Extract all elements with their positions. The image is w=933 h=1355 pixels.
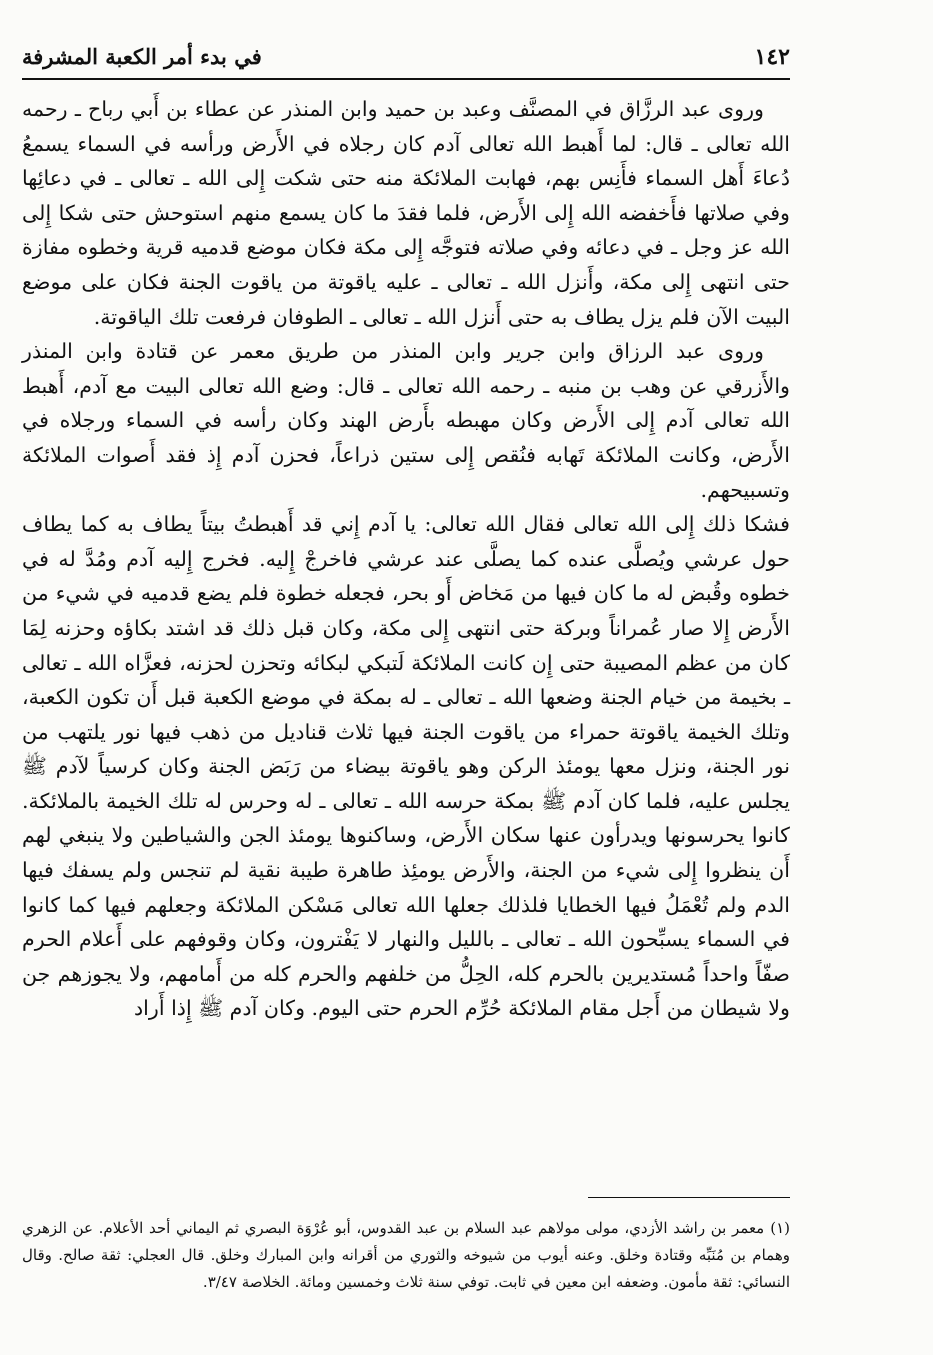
paragraph: وروى عبد الرزاق وابن جرير وابن المنذر من طريق معمر عن قتادة وابن المنذر والأَزرقي عن وهب بن منبه ـ رحمه الله تعالى ـ قال: وضع الله تعالى البيت مع آدم، أَهبط الله تعالى آدم إِلى الأَرض وكان مهبطه بأَرض الهند وكان رأسه في السماء ورجلاه في الأَرض، وكانت الملائكة تَهابه فنُقص إِلى ستين ذراعاً، فحزن آدم إِذ فقد أَصوات الملائكة وتسبيحهم.	[22, 339, 790, 502]
book-page	[22, 0, 790, 1355]
paragraph: وروى عبد الرزَّاق في المصنَّف وعبد بن حميد وابن المنذر عن عطاء بن أَبي رباح ـ رحمه الله تعالى ـ قال: لما أَهبط الله تعالى آدم كان رجلاه في الأَرض ورأسه في السماء يسمعُ دُعاءَ أَهل السماء فأَنِس بهم، فهابت الملائكة منه حتى شكت إِلى الله ـ تعالى ـ في دعائِها وفي صلاتها فأَخفضه الله إِلى الأَرض، فلما فقدَ ما كان يسمع منهم استوحش حتى شكا إِلى الله عز وجل ـ في دعائه وفي صلاته فتوجَّه إِلى مكة فكان موضع قدميه قرية وخطوه مفازة حتى انتهى إِلى مكة، وأَنزل الله ـ تعالى ـ عليه ياقوتة من ياقوت الجنة فكان على موضع البيت الآن فلم يزل يطاف به حتى أَنزل الله ـ تعالى ـ الطوفان فرفعت تلك الياقوتة.	[22, 97, 790, 329]
footnote-marker: (١)	[770, 1219, 790, 1237]
footnote-text: معمر بن راشد الأزدي، مولى مولاهم عبد السلام بن عبد القدوس، أبو عُرْوَة البصري ثم اليماني أحد الأعلام. عن الزهري وهمام بن مُنَبِّه وقتادة وخلق. وعنه أيوب من شيوخه والثوري من أقرانه وابن المبارك وخلق. قال العجلي: ثقة صالح. وقال النسائي: ثقة مأمون. وضعفه ابن معين في ثابت. توفي سنة ثلاث وخمسين ومائة. الخلاصة ٣/٤٧.	[22, 1219, 790, 1291]
paragraph: فشكا ذلك إِلى الله تعالى فقال الله تعالى: يا آدم إِني قد أَهبطتُ بيتاً يطاف به كما يطاف حول عرشي ويُصلَّى عنده كما يصلَّى عند عرشي فاخرجْ إِليه. فخرج إِليه آدم ومُدَّ له في خطوه وقُبض له ما كان فيها من مَخاض أَو بحر، فجعله خطوة فلم يضع قدميه في شيء من الأَرض إِلا صار عُمراناً وبركة حتى انتهى إِلى مكة، وكان قبل ذلك قد اشتد بكاؤه وحزنه لِمَا كان من عظم المصيبة حتى إِن كانت الملائكة لَتبكي لبكائه وتحزن لحزنه، فعزَّاه الله ـ تعالى ـ بخيمة من خيام الجنة وضعها الله ـ تعالى ـ له بمكة في موضع الكعبة قبل أَن تكون الكعبة، وتلك الخيمة ياقوتة حمراء من ياقوت الجنة فيها ثلاث قناديل من ذهب فيها نور يلتهب من نور الجنة، ونزل معها يومئذ الركن وهو ياقوتة بيضاء من رَبَض الجنة وكان كرسياً لآدم ﷺ يجلس عليه، فلما كان آدم ﷺ بمكة حرسه الله ـ تعالى ـ له وحرس له تلك الخيمة بالملائكة. كانوا يحرسونها ويدرأون عنها سكان الأَرض، وساكنوها يومئذ الجن والشياطين ولا ينبغي لهم أَن ينظروا إِلى شيء من الجنة، والأَرض يومئِذ طاهرة طيبة نقية لم تنجس ولم يسفك فيها الدم ولم تُعْمَلُ فيها الخطايا فلذلك جعلها الله تعالى مَسْكن الملائكة وجعلهم فيها كما كانوا في السماء يسبِّحون الله ـ تعالى ـ بالليل والنهار لا يَفْترون، وكان وقوفهم على أَعلام الحرم صفّاً واحداً مُستديرين بالحرم كله، الحِلُّ من خلفهم والحرم كله من أَمامهم، ولا يجوزهم جن ولا شيطان من أَجل مقام الملائكة حُرِّم الحرم حتى اليوم. وكان آدم ﷺ إِذا أَراد	[22, 512, 790, 1021]
page-number: ١٤٢	[754, 44, 790, 70]
main-text	[22, 92, 790, 1026]
footnote-divider	[588, 1197, 790, 1198]
footnote	[22, 1215, 790, 1296]
running-title: في بدء أمر الكعبة المشرفة	[22, 44, 262, 69]
page-header	[22, 38, 790, 80]
